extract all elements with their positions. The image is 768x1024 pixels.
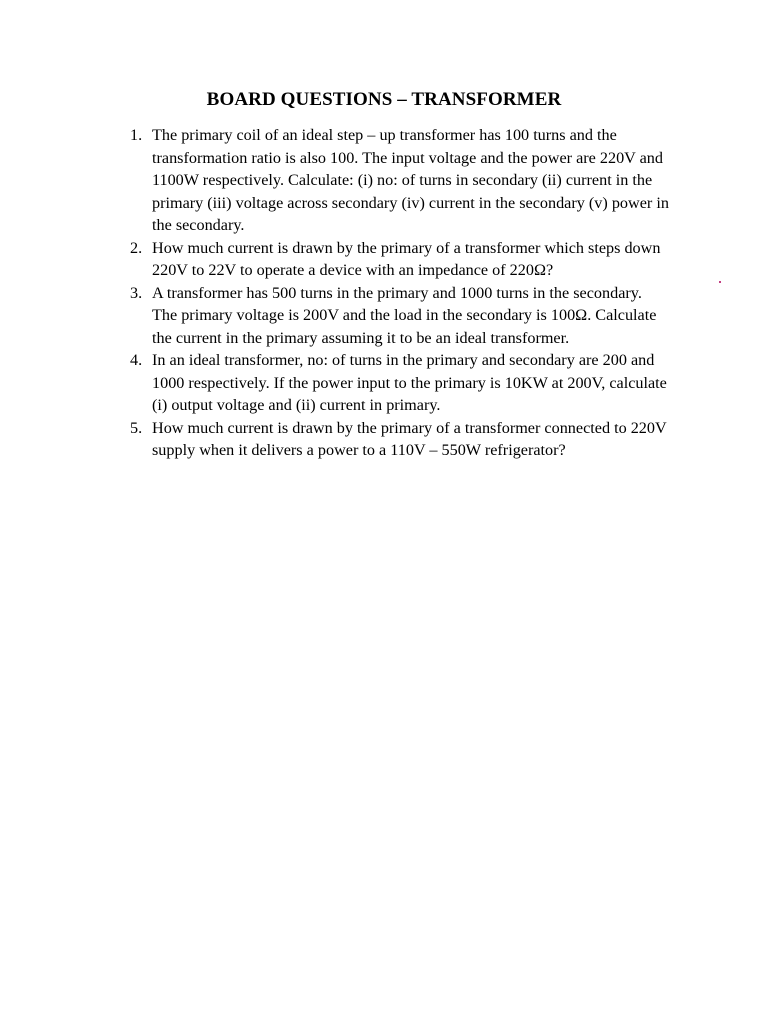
question-list — [130, 124, 670, 462]
question-item — [130, 417, 670, 462]
question-text: A transformer has 500 turns in the primary and 1000 turns in the secondary. The primary voltage is 200V and the load in the secondary is 100Ω. Calculate the current in the primary assuming it to be an ideal transformer. — [152, 283, 657, 347]
stray-mark — [719, 281, 721, 283]
question-number: 3. — [130, 283, 143, 302]
question-item — [130, 237, 670, 282]
question-item — [130, 124, 670, 237]
question-number: 1. — [130, 126, 143, 144]
question-item — [130, 282, 670, 350]
question-number: 2. — [130, 238, 143, 257]
question-number: 4. — [130, 351, 143, 369]
question-text: How much current is drawn by the primary of a transformer connected to 220V supply when it delivers a power to a 110V – 550W refrigerator? — [152, 418, 667, 459]
question-number: 5. — [130, 418, 143, 437]
question-text: How much current is drawn by the primary of a transformer which steps down 220V to 22V to operate a device with an impedance of 220Ω? — [152, 238, 661, 279]
page-title: BOARD QUESTIONS – TRANSFORMER — [206, 89, 562, 110]
question-text: In an ideal transformer, no: of turns in the primary and secondary are 200 and 1000 respectively. If the power input to the primary is 10KW at 200V, calculate (i) output voltage and (ii) current in primary. — [152, 351, 667, 414]
question-item — [130, 349, 670, 417]
question-text: The primary coil of an ideal step – up transformer has 100 turns and the transformation ratio is also 100. The input voltage and the power are 220V and 1100W respectively. Calculate: (i) no: of turns in secondary (ii) current in the primary (iii) voltage across secondary (iv) current in the secondary (v) power in the secondary. — [152, 126, 669, 234]
